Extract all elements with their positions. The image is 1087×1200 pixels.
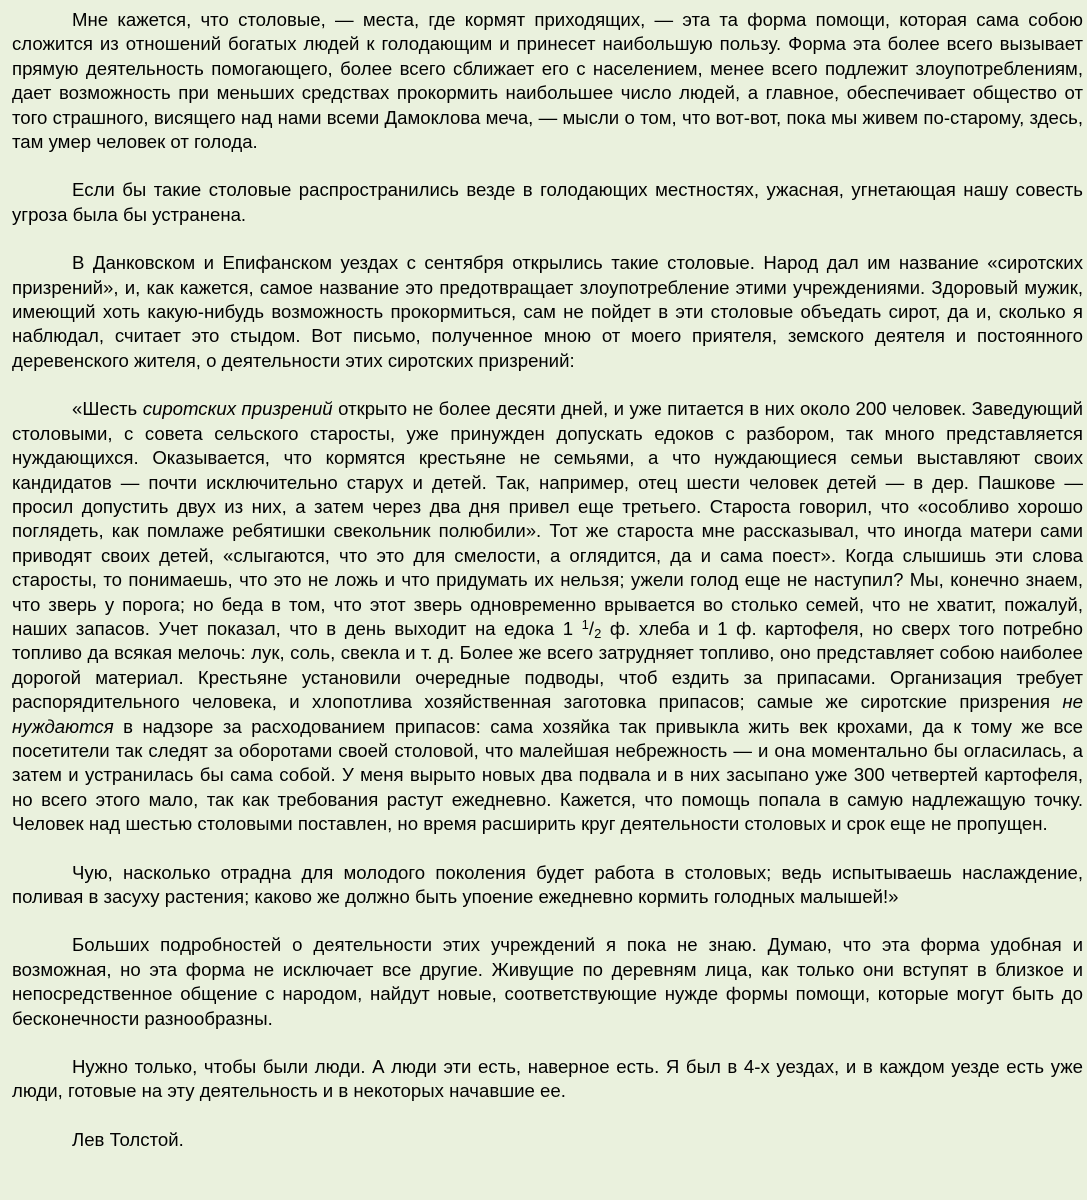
author-signature: Лев Толстой.: [72, 1128, 184, 1150]
letter-opening: «Шесть: [72, 398, 143, 420]
letter-emphasis-not-needed: не нуждаются: [12, 691, 1083, 737]
fraction-denominator: 2: [594, 625, 602, 641]
paragraph-canteens-intro: Мне кажется, что столовые, — места, где кормят приходящих, — эта та форма помощи, которая сама собою сложится из отношений богатых людей к голодающим и принесет наибольшую пользу. Форма эта более всего вызывает прямую деятельность помогающего, более всего сближает его с населением, менее всего подлежит злоупотреблениям, дает возможность при меньших средствах прокормить наибольшее число людей, а главное, обеспечивает общество от того страшного, висящего над нами всеми Дамоклова меча, — мысли о том, что вот-вот, пока мы живем по-старому, здесь, там умер человек от голода.: [12, 9, 1083, 153]
paragraph-dankov-epifan: В Данковском и Епифанском уездах с сентября открылись такие столовые. Народ дал им название «сиротских призрений», и, как кажется, самое название это предотвращает злоупотребление этими учреждениями. Здоровый мужик, имеющий хоть какую-нибудь возможность прокормиться, сам не пойдет в эти столовые объедать сирот, да и, сколько я наблюдал, считает это стыдом. Вот письмо, полученное мною от моего приятеля, земского деятеля и постоянного деревенского жителя, о деятельности этих сиротских призрений:: [12, 252, 1083, 371]
paragraph-canteens-spread: Если бы такие столовые распространились везде в голодающих местностях, ужасная, угнетающая нашу совесть угроза была бы устранена.: [12, 179, 1083, 225]
paragraph-details-unknown: Больших подробностей о деятельности этих учреждений я пока не знаю. Думаю, что эта форма удобная и возможная, но эта форма не исключает все другие. Живущие по деревням лица, как только они вступят в близкое и непосредственное общение с народом, найдут новые, соответствующие нужде формы помощи, которые могут быть до бесконечности разнообразны.: [12, 934, 1083, 1029]
paragraph-letter-closing: Чую, насколько отрадна для молодого поколения будет работа в столовых; ведь испытываешь наслаждение, поливая в засуху растения; каково же должно быть упоение ежедневно кормить голодных малышей!»: [12, 861, 1083, 907]
fraction-numerator: 1: [581, 616, 589, 632]
letter-text-part-2: ф. хлеба и 1 ф. картофеля, но сверх того потребно топливо да всякая мелочь: лук, соль, свекла и т. д. Более же всего затрудняет топливо, оно представляет собою наиболее дорогой материал. Крестьяне установили очередные подводы, чтоб ездить за припасами. Организация требует распорядительного человека, и хлопотлива хозяйственная заготовка припасов; самые же сиротские призрения: [12, 617, 1083, 713]
paragraph-quoted-letter: [12, 397, 1083, 836]
letter-emphasis-orphan-shelters: сиротских призрений: [142, 398, 333, 420]
paragraph-people-needed: Нужно только, чтобы были люди. А люди эти есть, наверное есть. Я был в 4-х уездах, и в каждом уезде есть уже люди, готовые на эту деятельность и в некоторых начавшие ее.: [12, 1056, 1083, 1102]
fraction-slash: /: [588, 617, 595, 639]
letter-text-part-3: в надзоре за расходованием припасов: сама хозяйка так привыкла жить век крохами, да к тому же все посетители так следят за оборотами своей столовой, что малейшая небрежность — и она моментально бы огласилась, а затем и устранилась бы сама собой. У меня вырыто новых два подвала и в них засыпано уже 300 четвертей картофеля, но всего этого мало, так как требования растут ежедневно. Кажется, что помощь попала в самую надлежащую точку. Человек над шестью столовыми поставлен, но время расширить круг деятельности столовых и срок еще не пропущен.: [12, 715, 1083, 835]
letter-text-part-1: открыто не более десяти дней, и уже питается в них около 200 человек. Заведующий столовыми, с совета сельского старосты, уже принужден допускать едоков с разбором, так много представляется нуждающихся. Оказывается, что кормятся крестьяне не семьями, а что нуждающиеся семьи выставляют своих кандидатов — почти исключительно старух и детей. Так, например, отец шести человек детей — в дер. Пашкове — просил допустить двух из них, а затем через два дня привел еще третьего. Староста говорил, что «особливо хорошо поглядеть, как помлаже ребятишки свекольник полюбили». Тот же староста мне рассказывал, что иногда матери сами приводят своих детей, «слыгаются, что это для смелости, а оглядится, да и сама поест». Когда слышишь эти слова старосты, то понимаешь, что это не ложь и что придумать их нельзя; ужели голод еще не наступил? Мы, конечно знаем, что зверь у порога; но беда в том, что этот зверь одновременно врывается во столько семей, что не хватит, пожалуй, наших запасов. Учет показал, что в день выходит на едока 1: [12, 398, 1083, 639]
